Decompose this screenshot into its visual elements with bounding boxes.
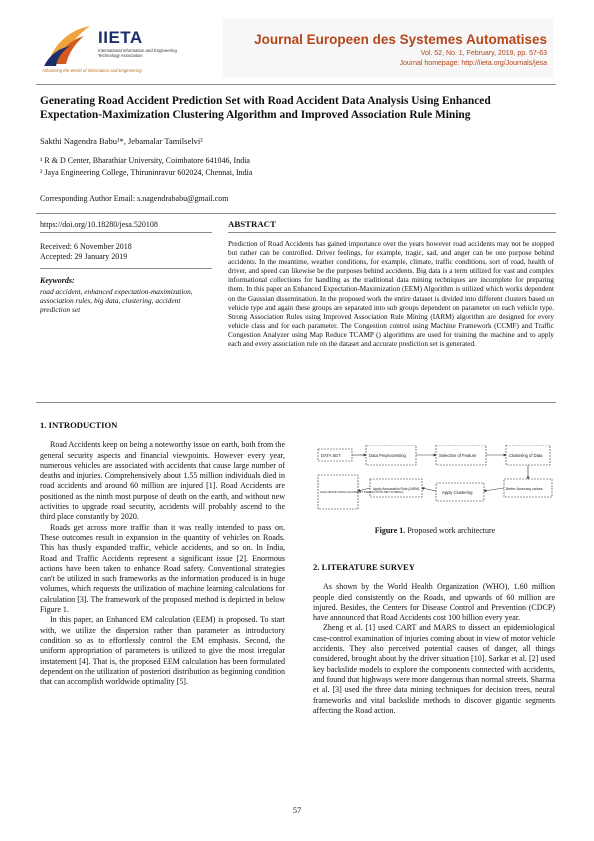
node-feature-selection: Selection of Feature: [439, 453, 477, 458]
node-clustering: Clustering of Data: [509, 453, 543, 458]
intro-paragraph-2: Roads get across more traffic than it was really intended to pass on. These outcomes result in expansion in the quantity of vehicles on Roads. This has thusly expanded traffic, vehicle accidents, and so on. In India, Road and Traffic Accidents represent a significant issue [2]. Enormous actions have been taken to enhance Road safety. Conventional strategies can't be utilized in such frameworks as the information produced is in huge volumes, which requests the utilization of machine learning calculations for calculation [3]. The framework of the proposed method is depicted in below Figure 1.: [40, 522, 285, 615]
keywords-heading: Keywords:: [40, 276, 75, 285]
figure-caption-text: Proposed work architecture: [405, 526, 496, 535]
architecture-figure: [316, 445, 556, 523]
doi-link[interactable]: https://doi.org/10.18280/jesa.520108: [40, 220, 158, 229]
received-date: Received: 6 November 2018: [40, 242, 132, 251]
dates: [40, 242, 132, 262]
abstract-text: Prediction of Road Accidents has gained importance over the years however road accidents may not be stopped but rather can be controlled. Driver feelings, for example, tragic, sad, and anger can be one purpose behind accidents. In the meantime, weather conditions, for example, climate, traffic conditions, sort of road, health of driver, and speed can likewise be the purposes behind accidents. Big data is a term utilized for vast and complex informational collections for handling as the traditional data mining techniques are incomplete for preparing them. In this paper an Enhanced Expectation-Maximization (EEM) Algorithm is utilized which works dependent on the Gaussian dissemination. In the proposed work the entire dataset is divided into different clusters based on vehicle type and again these groups are separated into sub groups dependent on parameter on each vehicle type. Strong Association Rules using Improved Association Rule Mining (IARM) algorithm are designed for every vehicle class and for each parameter. The Congestion control using Machine Framework (CCMF) and Traffic Congestion Analyzer using Map Reduce TCAMP () algorithms are used for training the machine and to apply each and every association rule on the dataset and accurate prediction set is generated.: [228, 240, 554, 349]
affiliation-2: ² Jaya Engineering College, Thiruninravur 602024, Chennai, India: [40, 168, 253, 177]
page-number: 57: [292, 805, 302, 815]
authors: Sakthi Nagendra Babu¹*, Jebamalar Tamilselvi²: [40, 136, 203, 146]
literature-heading: 2. LITERATURE SURVEY: [313, 562, 415, 572]
rule-top: [36, 213, 556, 214]
literature-paragraph-2: Zheng et al. [1] used CART and MARS to dissect an epidemiological case-control examination of injuries coming about in view of motor vehicle accidents. They also perceived potential causes of danger, all things considered, brought about by the driver situation [10]. Sarkar et al. [2] used key backslide models to explore the components connected with accidents, and found that highways were more dangerous than normal streets. Sharma et al. [3] used the three data mining techniques for decision trees, neural frameworks and vital backslide methods to discover gigantic segments affecting the Road action.: [313, 623, 555, 715]
node-association-rule: Apply Association Rule (IARM): [373, 487, 420, 491]
rule-dates: [40, 268, 212, 269]
literature-paragraph-1: As shown by the World Health Organization (WHO), 1.60 million people died consistently on the Roads, and upwards of 60 million are injured. Besides, the Centers for Disease Control and Prevention (CDCP) have announced that Road Accidents cost 100 billion every year.: [313, 582, 555, 623]
header-rule: [36, 84, 556, 85]
abstract-heading: ABSTRACT: [228, 219, 276, 229]
rule-right: [228, 232, 556, 233]
figure-caption: [320, 526, 550, 535]
rule-left: [40, 232, 212, 233]
paper-title: Generating Road Accident Prediction Set with Road Accident Data Analysis Using Enhanced Expectation-Maximization Clustering Algorithm and Improved Association Rule Mining: [40, 95, 491, 121]
node-preprocessing: Data Preprocessing: [369, 453, 406, 458]
logo-wordmark: [98, 28, 198, 58]
intro-heading: 1. INTRODUCTION: [40, 420, 118, 430]
rule-bottom: [36, 402, 556, 403]
logo-tagline: Advancing the World of Information and Engineering: [42, 68, 142, 73]
figure-label: Figure 1.: [374, 526, 406, 535]
journal-volume: Vol. 52, No. 1, February, 2019, pp. 57-63: [420, 50, 547, 57]
affiliation-1: ¹ R & D Center, Bharathiar University, Coimbatore 641046, India: [40, 156, 250, 165]
keywords: road accident, enhanced expectation-maximization, association rules, big data, clustering, accident prediction set: [40, 287, 193, 314]
accepted-date: Accepted: 29 January 2019: [40, 252, 128, 261]
journal-header: [223, 18, 553, 78]
intro-paragraph-3: In this paper, an Enhanced EM calculation (EEM) is proposed. To start with, we utilize the dispersion rather than parameter as introductory condition so as to effortlessly control the EM emphasis. Second, the uniform appropriation of parameters is utilized to give the most irregular instatement [4]. That is, the proposed EEM calculation has been formulated dependent on the utilization of posteriori distribution as beginning condition that can accomplish worldwide optimality [5].: [40, 615, 285, 687]
node-accuracy: Better Accuracy values: [506, 487, 543, 491]
node-apply-clustering: Apply Clustering: [442, 490, 473, 495]
intro-section: [40, 420, 285, 687]
node-prediction-set: ACCURATE ROAD ACCIDENT PREDICTION SET FORMAL: [320, 490, 404, 494]
logo-subtitle: International Information and Engineering Technology Association: [98, 48, 177, 58]
corresponding-author: Corresponding Author Email: s.nagendrababu@gmail.com: [40, 194, 229, 203]
intro-paragraph-1: Road Accidents keep on being a noteworthy issue on earth, both from the general security aspects and financial viewpoints. However every year, numerous vehicles are associated with accidents that cause large number of deaths and injuries. Comprehensively about 1.55 million individuals died in road accidents and around 60 million are injured [1]. Road Accidents are positioned as the ninth most purpose of death on the earth, and without new activities to upgrade road security, accidents will probably ascend to the third place constantly by 2020.: [40, 440, 285, 522]
literature-section: [313, 562, 555, 716]
iieta-logo-icon: [40, 22, 100, 70]
node-dataset: DATA SET: [321, 453, 341, 458]
journal-homepage[interactable]: Journal homepage: http://iieta.org/Journals/jesa: [399, 60, 547, 67]
logo-name: IIETA: [98, 28, 143, 47]
journal-title: Journal Europeen des Systemes Automatises: [254, 32, 547, 47]
